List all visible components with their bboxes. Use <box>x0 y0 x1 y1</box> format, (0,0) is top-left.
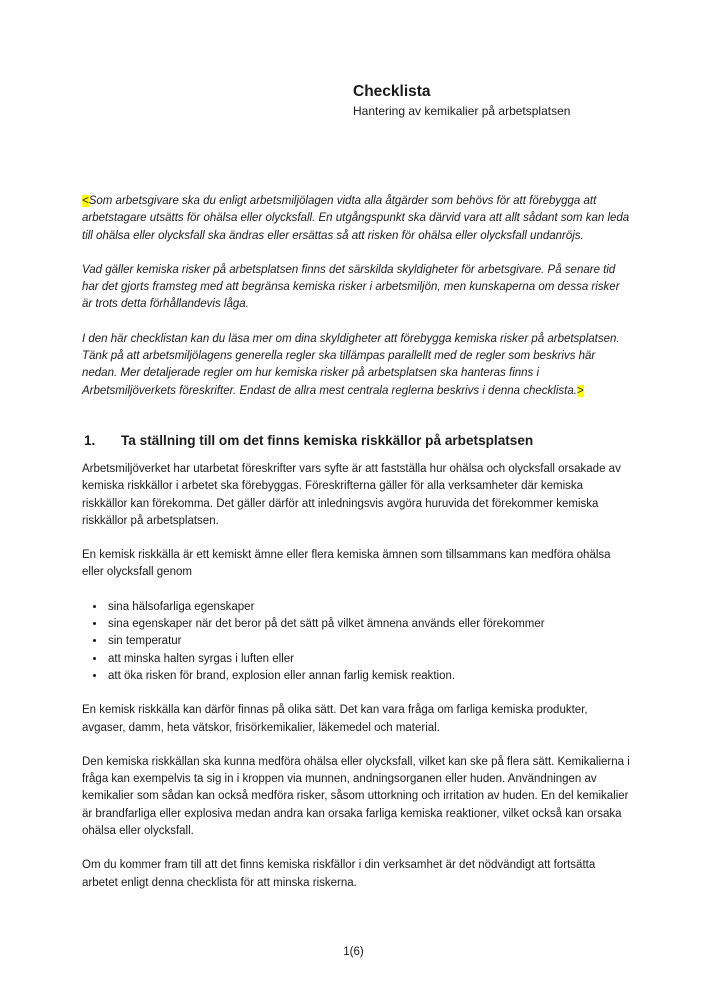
document-header <box>353 82 653 120</box>
list-item: • sina hälsofarliga egenskaper <box>106 599 631 616</box>
list-item: • att minska halten syrgas i luften eller <box>106 651 631 668</box>
section-1-paragraph-1: Arbetsmiljöverket har utarbetat föreskrifter vars syfte är att fastställa hur ohälsa och olycksfall orsakade av kemiska riskkällor i arbetet ska förebyggas. Föreskrifterna gäller för alla verksamheter där kemiska riskkällor kan förekomma. Det gäller därför att inledningsvis avgöra huruvida det förekommer kemiska riskkällor på arbetsplatsen. <box>82 462 621 527</box>
section-1-paragraph-5: Om du kommer fram till att det finns kemiska riskfällor i din verksamhet är det nödvändigt att fortsätta arbetet enligt denna checklista för att minska riskerna. <box>82 859 596 889</box>
intro-paragraph-1-text: Som arbetsgivare ska du enligt arbetsmiljölagen vidta alla åtgärder som behövs för att förebygga att arbetstagare utsätts för ohälsa eller olycksfall. En utgångspunkt ska därvid vara att allt sådant som kan leda till ohälsa eller olycksfall ska ändras eller ersättas så att risken för ohälsa eller olycksfall undanröjs. <box>82 195 630 242</box>
intro-section <box>82 193 631 400</box>
section-1-number: 1. <box>84 432 96 448</box>
section-1-paragraph-2: En kemisk riskkälla är ett kemiskt ämne eller flera kemiska ämnen som tillsammans kan medföra ohälsa eller olycksfall genom <box>82 549 611 579</box>
section-1-heading <box>84 432 631 449</box>
intro-paragraph-3 <box>82 331 631 400</box>
page-title: Checklista <box>353 83 431 100</box>
list-item: • att öka risken för brand, explosion eller annan farlig kemisk reaktion. <box>106 668 631 685</box>
section-1-title: Ta ställning till om det finns kemiska riskkällor på arbetsplatsen <box>121 432 534 448</box>
intro-paragraph-2: Vad gäller kemiska risker på arbetsplatsen finns det särskilda skyldigheter för arbetsgivare. På senare tid har det gjorts framsteg med att begränsa kemiska risker i arbetsmiljön, men kunskaperna om dessa risker är trots detta förhållandevis låga. <box>82 263 620 311</box>
risk-source-bullet-list <box>82 599 631 685</box>
page-subtitle: Hantering av kemikalier på arbetsplatsen <box>353 104 571 118</box>
document-body <box>82 193 631 909</box>
page-footer <box>0 944 707 960</box>
list-item: • sin temperatur <box>106 633 631 650</box>
intro-paragraph-3-text: I den här checklistan kan du läsa mer om dina skyldigheter att förebygga kemiska risker på arbetsplatsen. Tänk på att arbetsmiljölagens generella regler ska tillämpas parallellt med de regler som beskrivs här nedan. Mer detaljerade regler om hur kemiska risker på arbetsplatsen ska hanteras finns i Arbetsmiljöverkets föreskrifter. Endast de allra mest centrala reglerna beskrivs i denna checklista. <box>82 332 620 397</box>
section-1-paragraph-4: Den kemiska riskkällan ska kunna medföra ohälsa eller olycksfall, vilket kan ske på flera sätt. Kemikalierna i fråga kan exempelvis ta sig in i kroppen via munnen, andningsorganen eller huden. Användningen av kemikalier som sådan kan också medföra risker, såsom uttorkning och irritation av huden. En del kemikalier är brandfarliga eller explosiva medan andra kan orsaka farliga kemiska reaktioner, vilket också kan orsaka ohälsa eller olycksfall. <box>82 755 630 838</box>
highlight-close-mark: > <box>576 384 584 397</box>
highlight-open-mark: < <box>82 195 89 207</box>
section-1-paragraph-3: En kemisk riskkälla kan därför finnas på olika sätt. Det kan vara fråga om farliga kemiska produkter, avgaser, damm, heta vätskor, frisörkemikalier, läkemedel och material. <box>82 704 588 734</box>
page-number: 1(6) <box>343 946 364 958</box>
list-item: • sina egenskaper när det beror på det sätt på vilket ämnena används eller förekommer <box>106 616 631 633</box>
intro-paragraph-1 <box>82 193 631 245</box>
